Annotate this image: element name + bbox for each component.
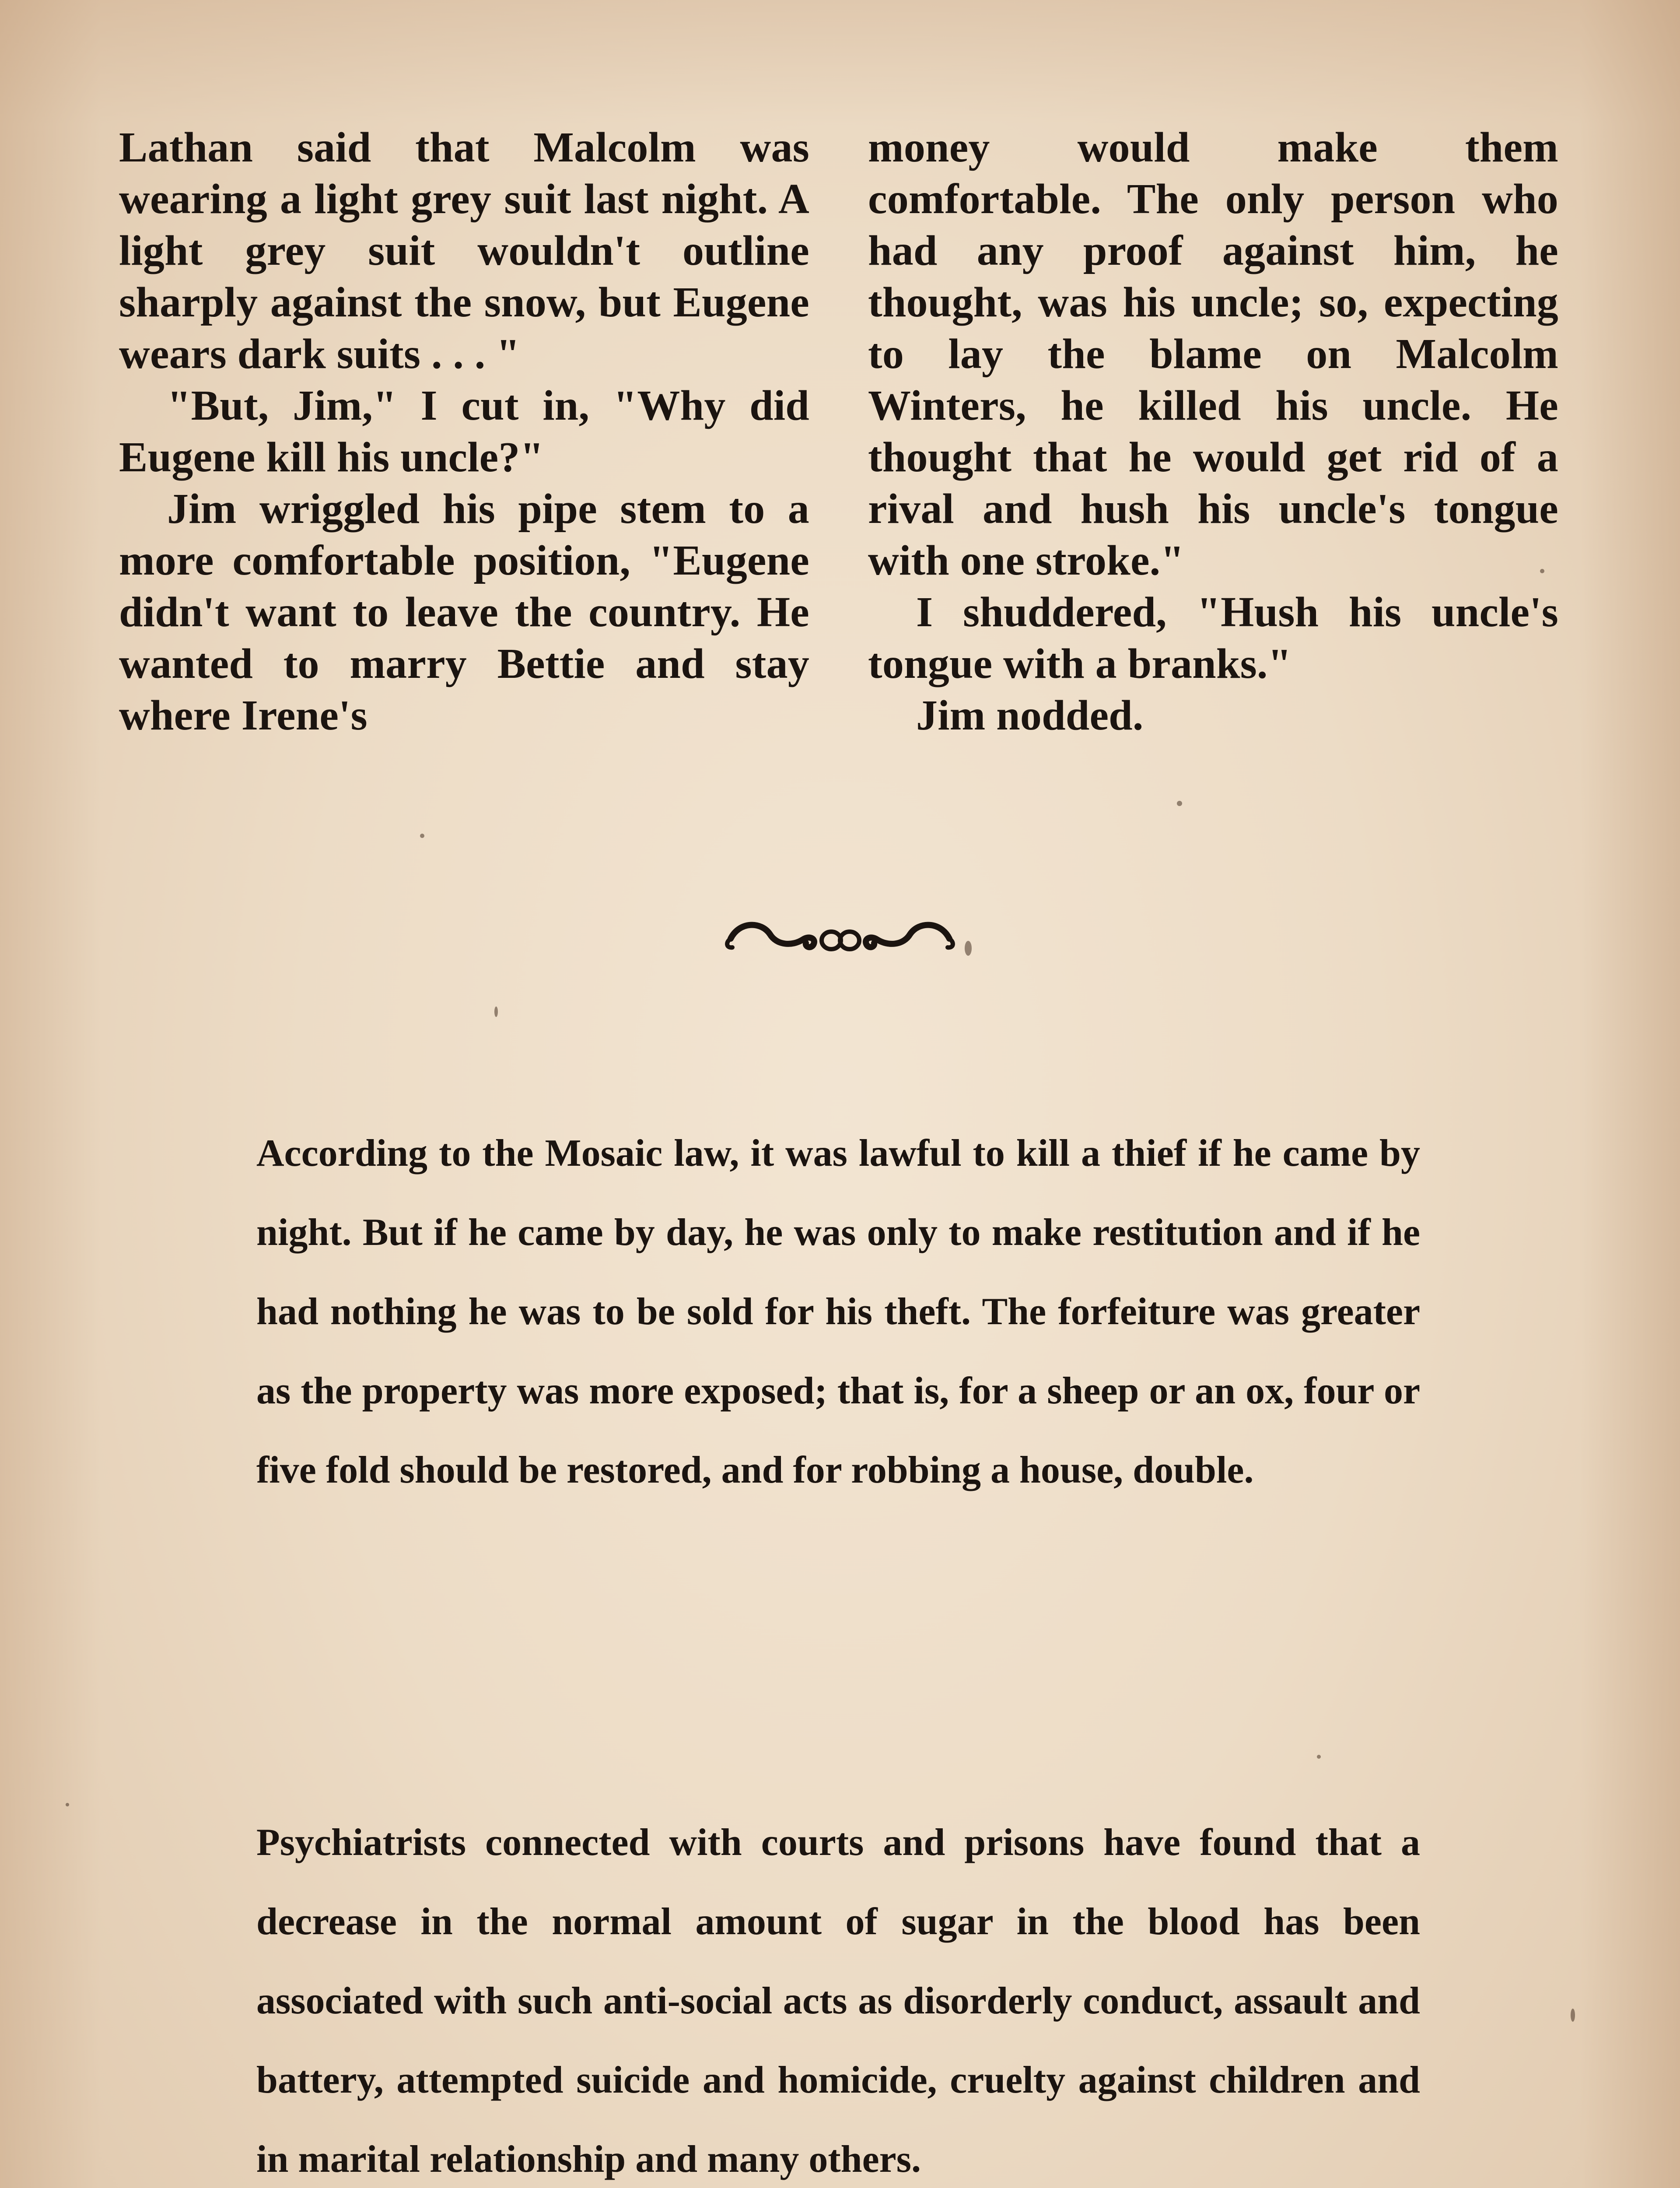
- paper-speck: [1317, 1755, 1321, 1759]
- story-paragraph: money would make them comfortable. The only person who had any proof against him, he thought, was his uncle; so, expecting to lay the blame on Malcolm Winters, he killed his uncle. He thought that he would get rid of a rival and hush his uncle's tongue with one stroke.": [868, 124, 1558, 584]
- story-paragraph: Lathan said that Malcolm was wearing a light grey suit last night. A light grey suit wouldn't outline sharply against the snow, but Eugene wears dark suits . . . ": [119, 124, 809, 378]
- paper-speck: [494, 1006, 498, 1017]
- paper-speck: [965, 941, 972, 956]
- story-paragraph: I shuddered, "Hush his uncle's tongue with a branks.": [868, 589, 1558, 687]
- scroll-flourish-icon: [722, 912, 958, 961]
- paper-speck: [66, 1803, 69, 1806]
- story-paragraph: Jim wriggled his pipe stem to a more comfortable position, "Eugene didn't want to leave the country. He wanted to marry Bettie and stay where Irene's: [119, 485, 809, 739]
- story-column-left: [119, 122, 809, 741]
- paper-speck: [1177, 801, 1182, 806]
- story-paragraph: "But, Jim," I cut in, "Why did Eugene kill his uncle?": [119, 382, 809, 481]
- paper-speck: [420, 834, 424, 838]
- story-column-right: [868, 122, 1558, 741]
- story-paragraph: Jim nodded.: [916, 692, 1144, 739]
- filler-paragraph-psychiatrists: Psychiatrists connected with courts and prisons have found that a decrease in the normal amount of sugar in the blood has been associated with such anti-social acts as disorderly conduct, assault and battery, attempted suicide and homicide, cruelty against children and in marital relationship and many others.: [256, 1821, 1420, 2181]
- paper-speck: [1571, 2009, 1575, 2022]
- filler-paragraph-mosaic-law: According to the Mosaic law, it was lawful to kill a thief if he came by night. But if he came by day, he was only to make restitution and if he had nothing he was to be sold for his theft. The forfeiture was greater as the property was more exposed; that is, for a sheep or an ox, four or five fold should be restored, and for robbing a house, double.: [256, 1132, 1420, 1491]
